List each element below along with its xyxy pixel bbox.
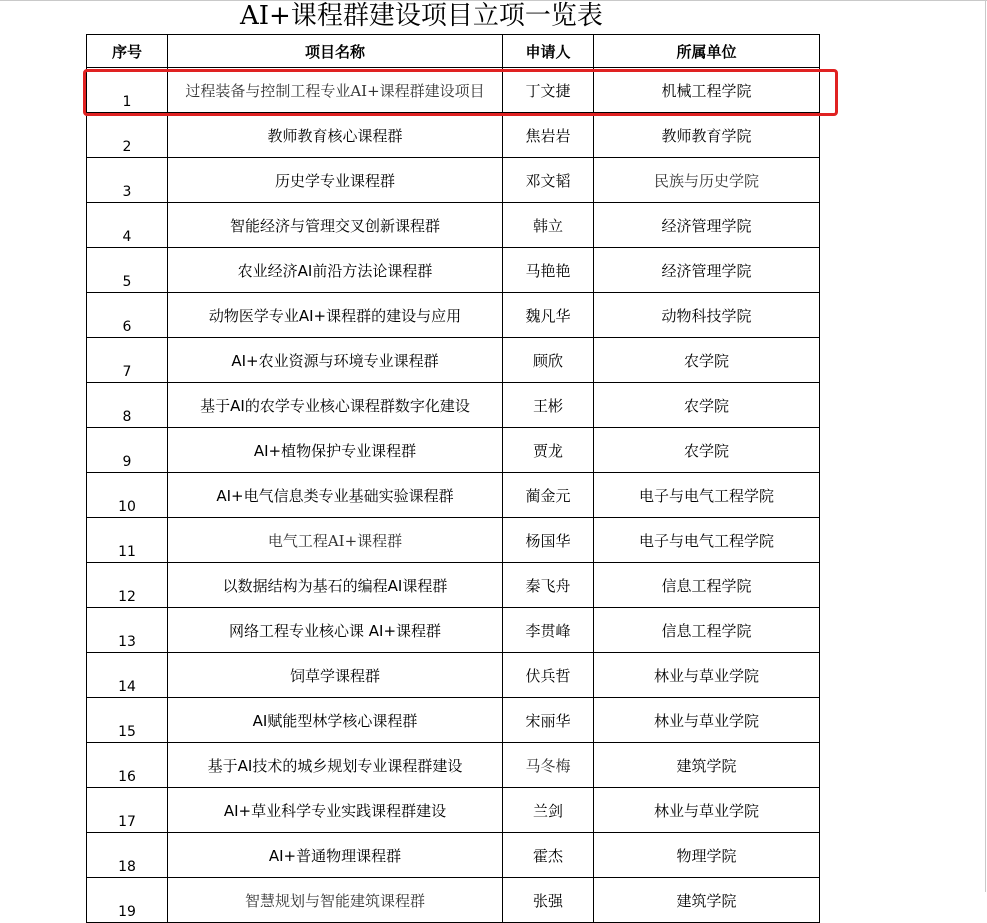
row-seq: 19 bbox=[87, 878, 168, 923]
row-unit: 建筑学院 bbox=[594, 743, 820, 788]
table-row bbox=[87, 833, 820, 878]
row-seq: 12 bbox=[87, 563, 168, 608]
row-unit: 林业与草业学院 bbox=[594, 788, 820, 833]
row-applicant: 杨国华 bbox=[503, 518, 594, 563]
row-project-name: 基于AI技术的城乡规划专业课程群建设 bbox=[168, 743, 503, 788]
row-seq: 15 bbox=[87, 698, 168, 743]
row-unit: 建筑学院 bbox=[594, 878, 820, 923]
row-unit: 农学院 bbox=[594, 338, 820, 383]
table-row bbox=[87, 563, 820, 608]
table-row bbox=[87, 743, 820, 788]
row-seq: 2 bbox=[87, 113, 168, 158]
row-applicant: 魏凡华 bbox=[503, 293, 594, 338]
row-project-name: AI+普通物理课程群 bbox=[168, 833, 503, 878]
document-title: AI+课程群建设项目立项一览表 bbox=[240, 1, 603, 31]
row-project-name: 网络工程专业核心课 AI+课程群 bbox=[168, 608, 503, 653]
header-seq: 序号 bbox=[87, 35, 168, 68]
row-applicant: 秦飞舟 bbox=[503, 563, 594, 608]
row-applicant: 李贯峰 bbox=[503, 608, 594, 653]
row-applicant: 顾欣 bbox=[503, 338, 594, 383]
table-row bbox=[87, 158, 820, 203]
row-seq: 1 bbox=[87, 68, 168, 113]
table-row bbox=[87, 878, 820, 923]
row-seq: 14 bbox=[87, 653, 168, 698]
row-project-name: 动物医学专业AI+课程群的建设与应用 bbox=[168, 293, 503, 338]
row-project-name: 智慧规划与智能建筑课程群 bbox=[168, 878, 503, 923]
row-project-name: AI+植物保护专业课程群 bbox=[168, 428, 503, 473]
table-row bbox=[87, 473, 820, 518]
row-unit: 电子与电气工程学院 bbox=[594, 518, 820, 563]
row-seq: 10 bbox=[87, 473, 168, 518]
row-applicant: 丁文捷 bbox=[503, 68, 594, 113]
row-unit: 民族与历史学院 bbox=[594, 158, 820, 203]
row-seq: 8 bbox=[87, 383, 168, 428]
table-row bbox=[87, 338, 820, 383]
row-applicant: 霍杰 bbox=[503, 833, 594, 878]
row-unit: 农学院 bbox=[594, 428, 820, 473]
row-seq: 3 bbox=[87, 158, 168, 203]
row-unit: 教师教育学院 bbox=[594, 113, 820, 158]
row-project-name: AI+农业资源与环境专业课程群 bbox=[168, 338, 503, 383]
table-row bbox=[87, 68, 820, 113]
row-applicant: 蔺金元 bbox=[503, 473, 594, 518]
row-unit: 物理学院 bbox=[594, 833, 820, 878]
project-table bbox=[86, 34, 820, 923]
row-unit: 机械工程学院 bbox=[594, 68, 820, 113]
row-seq: 11 bbox=[87, 518, 168, 563]
row-project-name: AI赋能型林学核心课程群 bbox=[168, 698, 503, 743]
row-seq: 9 bbox=[87, 428, 168, 473]
row-project-name: 电气工程AI+课程群 bbox=[168, 518, 503, 563]
table-header-row bbox=[87, 35, 820, 68]
row-applicant: 焦岩岩 bbox=[503, 113, 594, 158]
row-project-name: 以数据结构为基石的编程AI课程群 bbox=[168, 563, 503, 608]
table-row bbox=[87, 113, 820, 158]
row-applicant: 伏兵哲 bbox=[503, 653, 594, 698]
row-applicant: 贾龙 bbox=[503, 428, 594, 473]
row-project-name: 教师教育核心课程群 bbox=[168, 113, 503, 158]
row-project-name: 过程装备与控制工程专业AI+课程群建设项目 bbox=[168, 68, 503, 113]
row-seq: 16 bbox=[87, 743, 168, 788]
row-applicant: 兰剑 bbox=[503, 788, 594, 833]
row-unit: 经济管理学院 bbox=[594, 203, 820, 248]
row-seq: 6 bbox=[87, 293, 168, 338]
table-row bbox=[87, 428, 820, 473]
table-row bbox=[87, 698, 820, 743]
row-seq: 18 bbox=[87, 833, 168, 878]
row-unit: 农学院 bbox=[594, 383, 820, 428]
table-row bbox=[87, 788, 820, 833]
table-row bbox=[87, 653, 820, 698]
row-unit: 信息工程学院 bbox=[594, 608, 820, 653]
row-unit: 动物科技学院 bbox=[594, 293, 820, 338]
row-project-name: 饲草学课程群 bbox=[168, 653, 503, 698]
row-project-name: AI+电气信息类专业基础实验课程群 bbox=[168, 473, 503, 518]
row-applicant: 张强 bbox=[503, 878, 594, 923]
header-project-name: 项目名称 bbox=[168, 35, 503, 68]
row-applicant: 马冬梅 bbox=[503, 743, 594, 788]
page-right-edge bbox=[985, 0, 986, 892]
table-row bbox=[87, 293, 820, 338]
header-applicant: 申请人 bbox=[503, 35, 594, 68]
table-row bbox=[87, 518, 820, 563]
row-unit: 电子与电气工程学院 bbox=[594, 473, 820, 518]
header-unit: 所属单位 bbox=[594, 35, 820, 68]
table-row bbox=[87, 248, 820, 293]
row-project-name: 历史学专业课程群 bbox=[168, 158, 503, 203]
table-row bbox=[87, 608, 820, 653]
row-seq: 7 bbox=[87, 338, 168, 383]
row-applicant: 王彬 bbox=[503, 383, 594, 428]
row-seq: 5 bbox=[87, 248, 168, 293]
row-seq: 4 bbox=[87, 203, 168, 248]
row-project-name: AI+草业科学专业实践课程群建设 bbox=[168, 788, 503, 833]
row-unit: 林业与草业学院 bbox=[594, 698, 820, 743]
row-project-name: 农业经济AI前沿方法论课程群 bbox=[168, 248, 503, 293]
row-applicant: 韩立 bbox=[503, 203, 594, 248]
row-applicant: 宋丽华 bbox=[503, 698, 594, 743]
row-unit: 林业与草业学院 bbox=[594, 653, 820, 698]
row-applicant: 马艳艳 bbox=[503, 248, 594, 293]
table-row bbox=[87, 203, 820, 248]
row-seq: 17 bbox=[87, 788, 168, 833]
table-row bbox=[87, 383, 820, 428]
row-project-name: 智能经济与管理交叉创新课程群 bbox=[168, 203, 503, 248]
row-unit: 经济管理学院 bbox=[594, 248, 820, 293]
row-applicant: 邓文韬 bbox=[503, 158, 594, 203]
row-unit: 信息工程学院 bbox=[594, 563, 820, 608]
row-project-name: 基于AI的农学专业核心课程群数字化建设 bbox=[168, 383, 503, 428]
row-seq: 13 bbox=[87, 608, 168, 653]
